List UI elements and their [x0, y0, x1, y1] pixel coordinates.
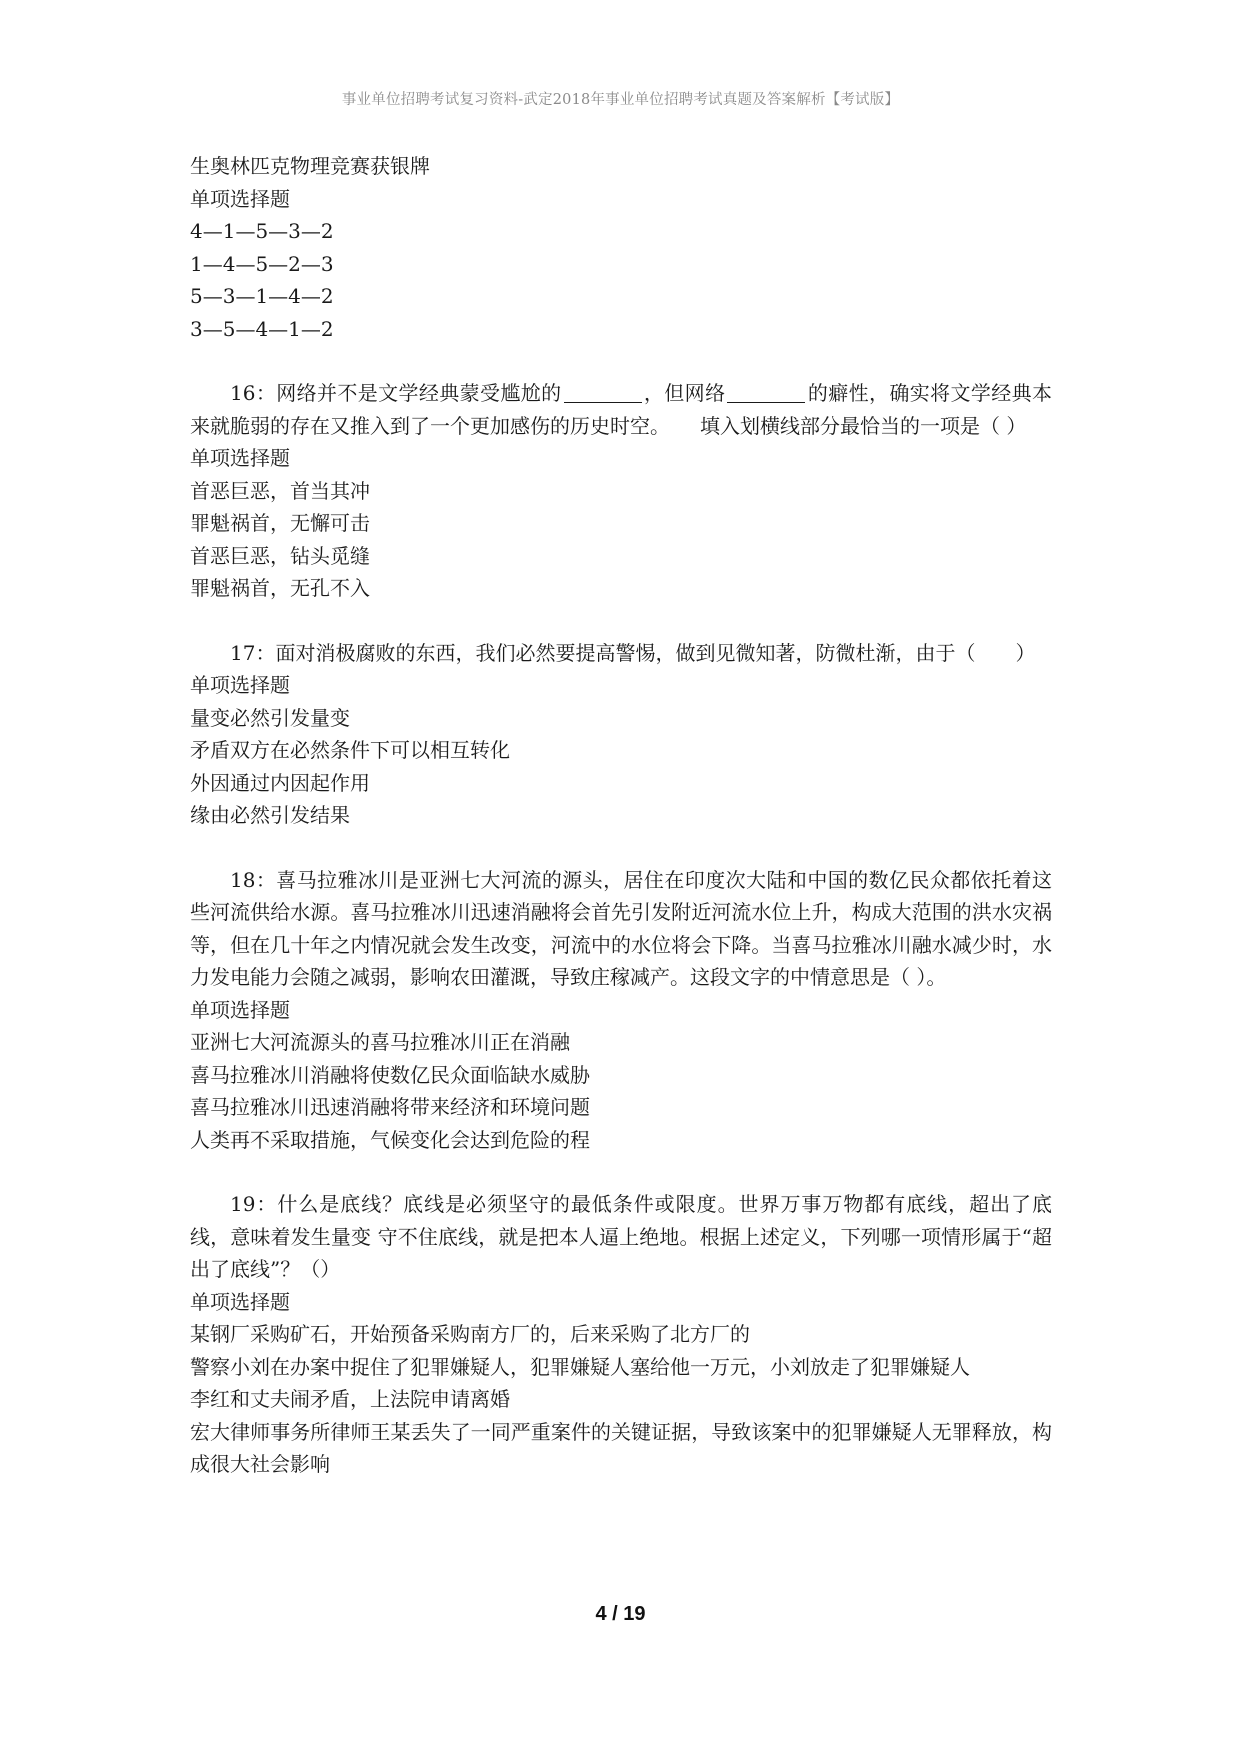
- question-16-option-d: 罪魁祸首，无孔不入: [190, 576, 370, 600]
- question-19-option-d: 宏大律师事务所律师王某丢失了一同严重案件的关键证据，导致该案中的犯罪嫌疑人无罪释放，构成很大社会影响: [190, 1419, 1052, 1476]
- question-19-option-b: 警察小刘在办案中捉住了犯罪嫌疑人，犯罪嫌疑人塞给他一万元，小刘放走了犯罪嫌疑人: [190, 1354, 970, 1379]
- question-16: [190, 377, 1052, 605]
- question-18-stem: 18：喜马拉雅冰川是亚洲七大河流的源头，居住在印度次大陆和中国的数亿民众都依托着这些河流供给水源。喜马拉雅冰川迅速消融将会首先引发附近河流水位上升，构成大范围的洪水灾祸等，但在几十年之内情况就会发生改变，河流中的水位将会下降。当喜马拉雅冰川融水减少时，水力发电能力会随之减弱，影响农田灌溉，导致庄稼减产。这段文字的中情意思是（ ）。: [190, 867, 1052, 989]
- question-16-option-b: 罪魁祸首，无懈可击: [190, 511, 370, 535]
- question-16-option-c: 首恶巨恶，钻头觅缝: [190, 543, 370, 568]
- fill-blank-2: [727, 382, 805, 403]
- question-18: [190, 864, 1052, 1157]
- question-16-option-a: 首恶巨恶，首当其冲: [190, 478, 370, 503]
- page-number: 4 / 19: [595, 1603, 646, 1625]
- question-18-option-c: 喜马拉雅冰川迅速消融将带来经济和环境问题: [190, 1095, 590, 1119]
- question-17: [190, 637, 1052, 832]
- question-17-stem: 17：面对消极腐败的东西，我们必然要提高警惕，做到见微知著，防微杜渐，由于（ ）: [230, 640, 1036, 665]
- question-16-type: 单项选择题: [190, 446, 290, 470]
- page-header: 事业单位招聘考试复习资料-武定2018年事业单位招聘考试真题及答案解析【考试版】: [341, 92, 900, 108]
- question-16-stem: 16：网络并不是文学经典蒙受尴尬的 ，但网络 的癖性，确实将文学经典本来就脆弱的存在又推入到了一个更加感伤的历史时空。 填入划横线部分最恰当的一项是（ ）: [190, 381, 1053, 438]
- question-18-option-a: 亚洲七大河流源头的喜马拉雅冰川正在消融: [190, 1030, 570, 1054]
- question-19-stem: 19：什么是底线？底线是必须坚守的最低条件或限度。世界万事万物都有底线，超出了底线，意味着发生量变 守不住底线，就是把本人逼上绝地。根据上述定义，下列哪一项情形属于“超出了底线”？（）: [190, 1192, 1052, 1281]
- question-18-option-d: 人类再不采取措施，气候变化会达到危险的程: [190, 1127, 590, 1152]
- question-15-tail: [190, 150, 1052, 345]
- question-19-type: 单项选择题: [190, 1289, 290, 1314]
- question-15-option-a: 4—1—5—3—2: [190, 219, 334, 243]
- question-18-type: 单项选择题: [190, 997, 290, 1022]
- fill-blank-1: [564, 382, 642, 403]
- question-15-type: 单项选择题: [190, 186, 290, 211]
- question-17-option-b: 矛盾双方在必然条件下可以相互转化: [190, 738, 510, 762]
- question-17-option-a: 量变必然引发量变: [190, 705, 350, 730]
- question-18-option-b: 喜马拉雅冰川消融将使数亿民众面临缺水威胁: [190, 1062, 590, 1087]
- question-15-option-c: 5—3—1—4—2: [190, 284, 334, 308]
- question-19-option-c: 李红和丈夫闹矛盾，上法院申请离婚: [190, 1387, 510, 1411]
- document-body: [190, 150, 1052, 1481]
- question-17-type: 单项选择题: [190, 673, 290, 697]
- question-15-option-b: 1—4—5—2—3: [190, 251, 334, 276]
- question-17-option-c: 外因通过内因起作用: [190, 770, 370, 795]
- question-19: [190, 1188, 1052, 1481]
- question-17-option-d: 缘由必然引发结果: [190, 803, 350, 827]
- question-15-text-end: 生奥林匹克物理竞赛获银牌: [190, 154, 430, 178]
- question-15-option-d: 3—5—4—1—2: [190, 316, 334, 341]
- question-19-option-a: 某钢厂采购矿石，开始预备采购南方厂的，后来采购了北方厂的: [190, 1322, 750, 1346]
